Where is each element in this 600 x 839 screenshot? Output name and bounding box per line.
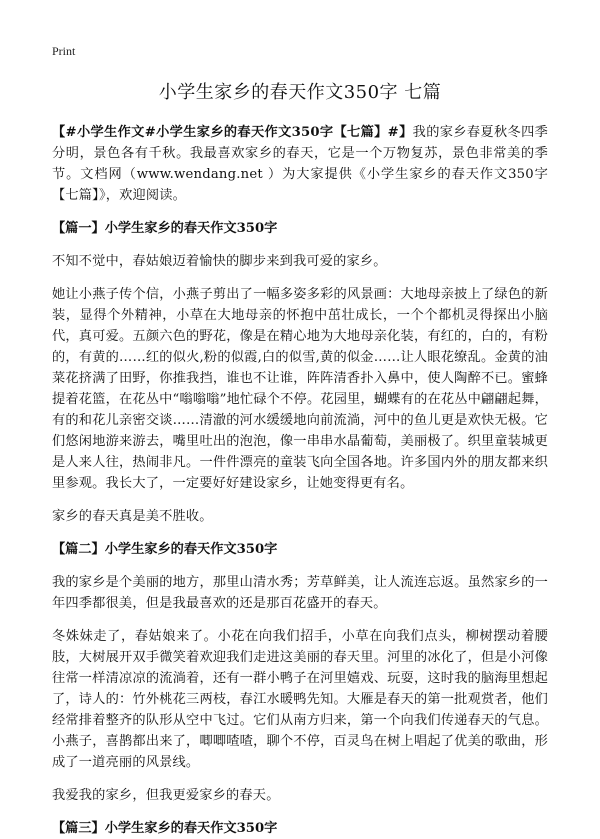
section-1-paragraph-3: 家乡的春天真是美不胜收。	[52, 509, 213, 524]
section-1-paragraph-2: 她让小燕子传个信，小燕子剪出了一幅多姿多彩的风景画：大地母亲披上了绿色的新装，显得个外精神，小草在大地母亲的怀抱中茁壮成长，一个个都机灵得探出小脑代，真可爱。五颜六色的野花，像是在精心地为大地母亲化装，有红的，白的，有粉的，有黄的……红的似火,粉的似霞,白的似雪,黄的似金……让人眼花缭乱。金黄的油菜花挤满了田野，你推我挡，谁也不让谁，阵阵清香扑入鼻中，使人陶醉不已。蜜蜂提着花篮，在花丛中“嗡嗡嗡”地忙碌个不停。花园里，蝴蝶有的在花丛中翩翩起舞，有的和花儿亲密交谈……清澈的河水缓缓地向前流淌，河中的鱼儿更是欢快无极。它们悠闲地游来游去，嘴里吐出的泡泡，像一串串水晶葡萄，美丽极了。织里童装城更是人来人往，热闹非凡。一件件漂亮的童装飞向全国各地。许多国内外的朋友都来织里参观。我长大了，一定要好好建设家乡，让她变得更有名。	[52, 287, 548, 491]
section-2-paragraph-1: 我的家乡是个美丽的地方，那里山清水秀；芳草鲜美，让人流连忘返。虽然家乡的一年四季都很美，但是我最喜欢的还是那百花盛开的春天。	[52, 575, 548, 611]
section-heading-2: 【篇二】小学生家乡的春天作文350字	[52, 542, 278, 557]
section-heading-3: 【篇三】小学生家乡的春天作文350字	[52, 821, 278, 836]
intro-paragraph	[52, 122, 548, 206]
intro-lead: 【#小学生作文#小学生家乡的春天作文350字【七篇】#】	[52, 125, 413, 140]
document-title: 小学生家乡的春天作文350字 七篇	[158, 82, 442, 103]
section-1-paragraph-1: 不知不觉中，春姑娘迈着愉快的脚步来到我可爱的家乡。	[52, 254, 387, 269]
section-heading-1: 【篇一】小学生家乡的春天作文350字	[52, 221, 278, 236]
section-2-paragraph-3: 我爱我的家乡，但我更爱家乡的春天。	[52, 788, 280, 803]
intro-text: 我的家乡春夏秋冬四季分明，景色各有千秋。我最喜欢家乡的春天，它是一个万物复苏，景色非常美的季节。文档网（www.wendang.net ）为大家提供《小学生家乡的春天作文350字【七篇】》，欢迎阅读。	[52, 125, 549, 203]
section-2-paragraph-2: 冬姝妹走了，春姑娘来了。小花在向我们招手，小草在向我们点头，柳树摆动着腰肢，大树展开双手微笑着欢迎我们走进这美丽的春天里。河里的冰化了，但是小河像往常一样清凉凉的流淌着，还有一群小鸭子在河里嬉戏、玩耍，这时我的脑海里想起了，诗人的：竹外桃花三两枝，春江水暖鸭先知。大雁是春天的第一批观赏者，他们经常排着整齐的队形从空中飞过。它们从南方归来，第一个向我们传递春天的气息。小燕子，喜鹊都出来了，唧唧喳喳，聊个不停，百灵鸟在树上唱起了优美的歌曲，形成了一道亮丽的风景线。	[52, 629, 548, 770]
print-label[interactable]: Print	[52, 44, 76, 58]
